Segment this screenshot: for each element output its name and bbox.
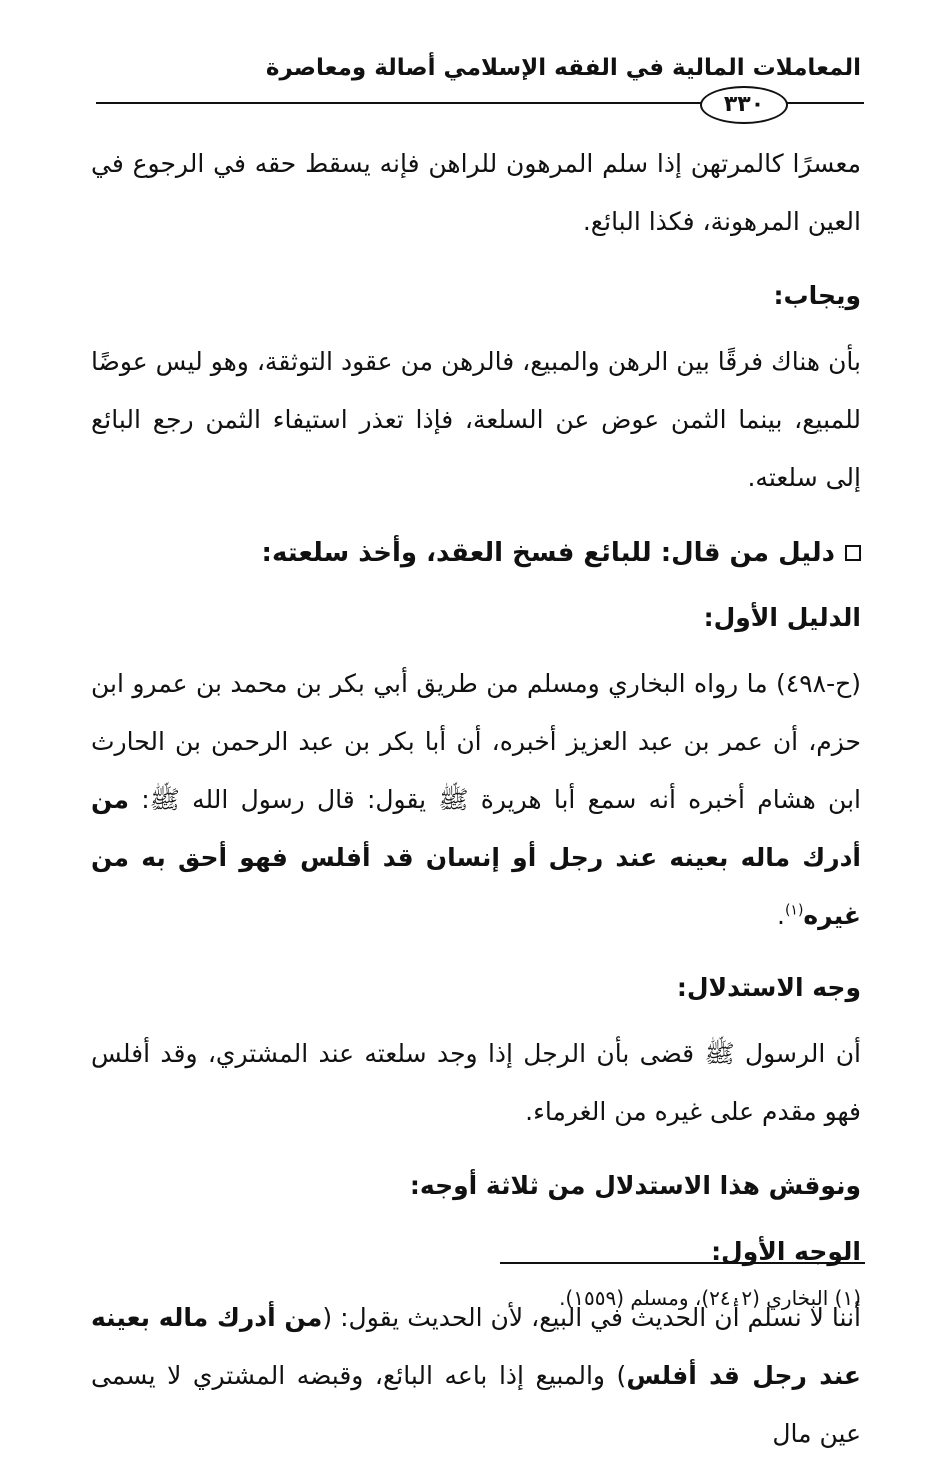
paragraph-4-end: ) والمبيع إذا باعه البائع، وقبضه المشتري لا يسمى عين مال: [91, 1361, 861, 1448]
heading-answer: ويجاب:: [773, 281, 861, 310]
heading-inference: وجه الاستدلال:: [676, 973, 861, 1002]
hadith-intro: (ح-٤٩٨) ما رواه البخاري ومسلم من طريق أبي بكر بن محمد بن عمرو ابن حزم، أن عمر بن عبد العزيز أخبره، أن أبا بكر بن عبد الرحمن بن الحارث ابن هشام أخبره أنه سمع أبا هريرة ﷺ يقول: قال رسول الله ﷺ:: [91, 669, 861, 814]
heading-first-aspect: الوجه الأول:: [711, 1237, 861, 1266]
square-bullet-icon: [845, 545, 861, 561]
heading-discussed: ونوقش هذا الاستدلال من ثلاثة أوجه:: [409, 1171, 861, 1200]
hadith-end: .: [776, 901, 785, 930]
page-number-text: ٣٣٠: [723, 92, 765, 117]
paragraph-4-start: أننا لا نسلم أن الحديث في البيع، لأن الحديث يقول: (: [322, 1303, 861, 1332]
hadith-paragraph: [91, 655, 861, 945]
paragraph-1: معسرًا كالمرتهن إذا سلم المرهون للراهن فإنه يسقط حقه في الرجوع في العين المرهونة، فكذا البائع.: [91, 149, 861, 236]
paragraph-4-quote: من أدرك ماله بعينه عند رجل قد أفلس: [91, 1303, 861, 1390]
paragraph-3: أن الرسول ﷺ قضى بأن الرجل إذا وجد سلعته عند المشتري، وقد أفلس فهو مقدم على غيره من الغرماء.: [91, 1039, 861, 1126]
section-heading: [91, 523, 861, 583]
page-number: [700, 86, 788, 124]
section-heading-text: دليل من قال: للبائع فسخ العقد، وأخذ سلعته:: [261, 538, 835, 568]
footnote: (١) البخاري (٢٤٠٢)، ومسلم (١٥٥٩).: [559, 1286, 861, 1310]
paragraph-2: بأن هناك فرقًا بين الرهن والمبيع، فالرهن من عقود التوثقة، وهو ليس عوضًا للمبيع، بينما الثمن عوض عن السلعة، فإذا تعذر استيفاء الثمن رجع البائع إلى سلعته.: [91, 347, 861, 492]
footnote-marker[interactable]: (١): [784, 902, 804, 919]
footnote-rule: [500, 1262, 865, 1264]
running-title: المعاملات المالية في الفقه الإسلامي أصالة ومعاصرة: [265, 55, 861, 81]
heading-first-evidence: الدليل الأول:: [703, 603, 861, 632]
hadith-text: من أدرك ماله بعينه عند رجل أو إنسان قد أفلس فهو أحق به من غيره: [91, 785, 861, 930]
